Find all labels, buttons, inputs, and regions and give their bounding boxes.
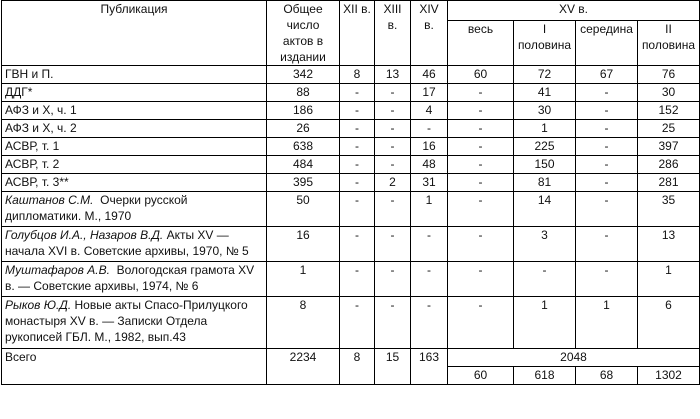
cell-15-middle: - <box>576 138 638 156</box>
cell-14th: - <box>411 120 448 138</box>
publication-title: ГВН и П. <box>5 67 54 81</box>
cell-total-acts: 88 <box>267 84 340 102</box>
table-body <box>2 66 700 349</box>
table-row <box>2 192 700 227</box>
totals-section <box>2 349 700 385</box>
cell-15-second-half: 35 <box>638 192 700 227</box>
cell-15-all: - <box>448 297 514 349</box>
totals-15-second-half: 1302 <box>638 367 700 385</box>
cell-total-acts: 484 <box>267 156 340 174</box>
cell-15-all: - <box>448 102 514 120</box>
publication-cell <box>2 227 267 262</box>
publication-title: ДДГ* <box>5 85 33 99</box>
cell-total-acts: 16 <box>267 227 340 262</box>
cell-14th: 16 <box>411 138 448 156</box>
cell-15-middle: - <box>576 192 638 227</box>
cell-14th: 4 <box>411 102 448 120</box>
cell-12th: - <box>340 156 375 174</box>
cell-15-middle: - <box>576 156 638 174</box>
table-row <box>2 66 700 84</box>
cell-15-middle: - <box>576 84 638 102</box>
cell-14th: 17 <box>411 84 448 102</box>
cell-12th: - <box>340 120 375 138</box>
cell-12th: - <box>340 174 375 192</box>
publication-author: Рыков Ю.Д. <box>5 298 72 312</box>
cell-15-second-half: 76 <box>638 66 700 84</box>
cell-15-all: - <box>448 227 514 262</box>
cell-15-middle: - <box>576 174 638 192</box>
cell-12th: - <box>340 84 375 102</box>
cell-15-all: - <box>448 156 514 174</box>
cell-15-first-half: 225 <box>514 138 576 156</box>
cell-15-all: - <box>448 84 514 102</box>
publication-cell <box>2 156 267 174</box>
cell-15-second-half: 6 <box>638 297 700 349</box>
totals-15-middle: 68 <box>576 367 638 385</box>
publication-title: АФЗ и Х, ч. 1 <box>5 103 77 117</box>
cell-15-first-half: 14 <box>514 192 576 227</box>
totals-13th: 15 <box>375 349 411 385</box>
cell-15-first-half: 41 <box>514 84 576 102</box>
cell-total-acts: 8 <box>267 297 340 349</box>
publication-title: АСВР, т. 3** <box>5 175 69 189</box>
cell-15-all: 60 <box>448 66 514 84</box>
cell-15-middle: - <box>576 262 638 297</box>
cell-15-first-half: 3 <box>514 227 576 262</box>
cell-13th: - <box>375 138 411 156</box>
cell-total-acts: 186 <box>267 102 340 120</box>
cell-15-all: - <box>448 262 514 297</box>
cell-12th: - <box>340 262 375 297</box>
publication-author: Каштанов С.М. <box>5 193 94 207</box>
totals-15th-sum: 2048 <box>448 349 700 367</box>
totals-12th: 8 <box>340 349 375 385</box>
cell-15-first-half: 72 <box>514 66 576 84</box>
cell-12th: - <box>340 192 375 227</box>
publication-cell <box>2 297 267 349</box>
publication-cell <box>2 174 267 192</box>
cell-13th: - <box>375 84 411 102</box>
cell-15-first-half: 81 <box>514 174 576 192</box>
header-15th-century: XV в. <box>448 1 700 21</box>
table-row <box>2 297 700 349</box>
cell-15-second-half: 25 <box>638 120 700 138</box>
table-row <box>2 84 700 102</box>
publication-cell <box>2 138 267 156</box>
cell-14th: 31 <box>411 174 448 192</box>
cell-12th: - <box>340 297 375 349</box>
cell-15-second-half: 286 <box>638 156 700 174</box>
publication-title: АСВР, т. 2 <box>5 157 60 171</box>
header-total-acts: Общее число актов в издании <box>267 1 340 66</box>
cell-13th: - <box>375 102 411 120</box>
cell-15-all: - <box>448 138 514 156</box>
publication-cell <box>2 262 267 297</box>
cell-13th: - <box>375 156 411 174</box>
header-15-second-half: II половина <box>638 20 700 65</box>
header-15-first-half: I половина <box>514 20 576 65</box>
publication-cell <box>2 102 267 120</box>
publication-title: Новые акты Спасо-Прилуцкого монастыря XV в. — Записки Отдела рукописей ГБЛ. М., 1982, вып.43 <box>5 298 252 344</box>
totals-14th: 163 <box>411 349 448 385</box>
cell-13th: - <box>375 192 411 227</box>
table-row <box>2 102 700 120</box>
cell-12th: - <box>340 102 375 120</box>
totals-15-all: 60 <box>448 367 514 385</box>
cell-14th: - <box>411 227 448 262</box>
cell-total-acts: 50 <box>267 192 340 227</box>
publication-cell <box>2 120 267 138</box>
header-15-middle: середина <box>576 20 638 65</box>
header-publication: Публикация <box>2 1 267 66</box>
cell-12th: 8 <box>340 66 375 84</box>
table-row <box>2 174 700 192</box>
header-13th-century: XIII в. <box>375 1 411 66</box>
cell-14th: 48 <box>411 156 448 174</box>
cell-15-middle: - <box>576 227 638 262</box>
publication-title: АСВР, т. 1 <box>5 139 60 153</box>
cell-13th: - <box>375 262 411 297</box>
cell-12th: - <box>340 138 375 156</box>
cell-13th: - <box>375 120 411 138</box>
publication-title: Акты XV — начала XVI в. Советские архивы, 1970, № 5 <box>5 228 249 258</box>
cell-14th: - <box>411 297 448 349</box>
totals-total: 2234 <box>267 349 340 385</box>
cell-15-first-half: 1 <box>514 297 576 349</box>
publication-author: Голубцов И.А., Назаров В.Д. <box>5 228 164 242</box>
cell-total-acts: 26 <box>267 120 340 138</box>
publication-title: Очерки русской дипломатики. М., 1970 <box>5 193 191 223</box>
publication-cell <box>2 192 267 227</box>
totals-15-first-half: 618 <box>514 367 576 385</box>
publication-title: Вологодская грамота XV в. — Советские архивы, 1974, № 6 <box>5 263 258 293</box>
cell-15-middle: 1 <box>576 297 638 349</box>
cell-15-second-half: 13 <box>638 227 700 262</box>
publications-table <box>1 0 700 385</box>
cell-total-acts: 638 <box>267 138 340 156</box>
table-row <box>2 120 700 138</box>
table-row <box>2 227 700 262</box>
cell-total-acts: 1 <box>267 262 340 297</box>
cell-13th: - <box>375 227 411 262</box>
cell-15-all: - <box>448 120 514 138</box>
cell-13th: - <box>375 297 411 349</box>
cell-14th: 1 <box>411 192 448 227</box>
cell-15-second-half: 1 <box>638 262 700 297</box>
cell-15-second-half: 397 <box>638 138 700 156</box>
cell-15-all: - <box>448 174 514 192</box>
cell-15-second-half: 281 <box>638 174 700 192</box>
publication-title: АФЗ и Х, ч. 2 <box>5 121 77 135</box>
cell-15-first-half: 150 <box>514 156 576 174</box>
cell-15-second-half: 152 <box>638 102 700 120</box>
publication-author: Муштафаров А.В. <box>5 263 110 277</box>
cell-14th: - <box>411 262 448 297</box>
header-14th-century: XIV в. <box>411 1 448 66</box>
totals-label: Всего <box>2 349 267 385</box>
cell-12th: - <box>340 227 375 262</box>
cell-15-second-half: 30 <box>638 84 700 102</box>
table-row <box>2 262 700 297</box>
cell-15-middle: - <box>576 120 638 138</box>
cell-15-all: - <box>448 192 514 227</box>
header-12th-century: XII в. <box>340 1 375 66</box>
table-row <box>2 138 700 156</box>
cell-13th: 2 <box>375 174 411 192</box>
cell-total-acts: 395 <box>267 174 340 192</box>
cell-15-middle: 67 <box>576 66 638 84</box>
publication-cell <box>2 66 267 84</box>
cell-15-middle: - <box>576 102 638 120</box>
cell-15-first-half: 1 <box>514 120 576 138</box>
cell-15-first-half: 30 <box>514 102 576 120</box>
cell-total-acts: 342 <box>267 66 340 84</box>
table-row <box>2 156 700 174</box>
publication-cell <box>2 84 267 102</box>
cell-14th: 46 <box>411 66 448 84</box>
cell-13th: 13 <box>375 66 411 84</box>
header-15-all: весь <box>448 20 514 65</box>
cell-15-first-half: - <box>514 262 576 297</box>
